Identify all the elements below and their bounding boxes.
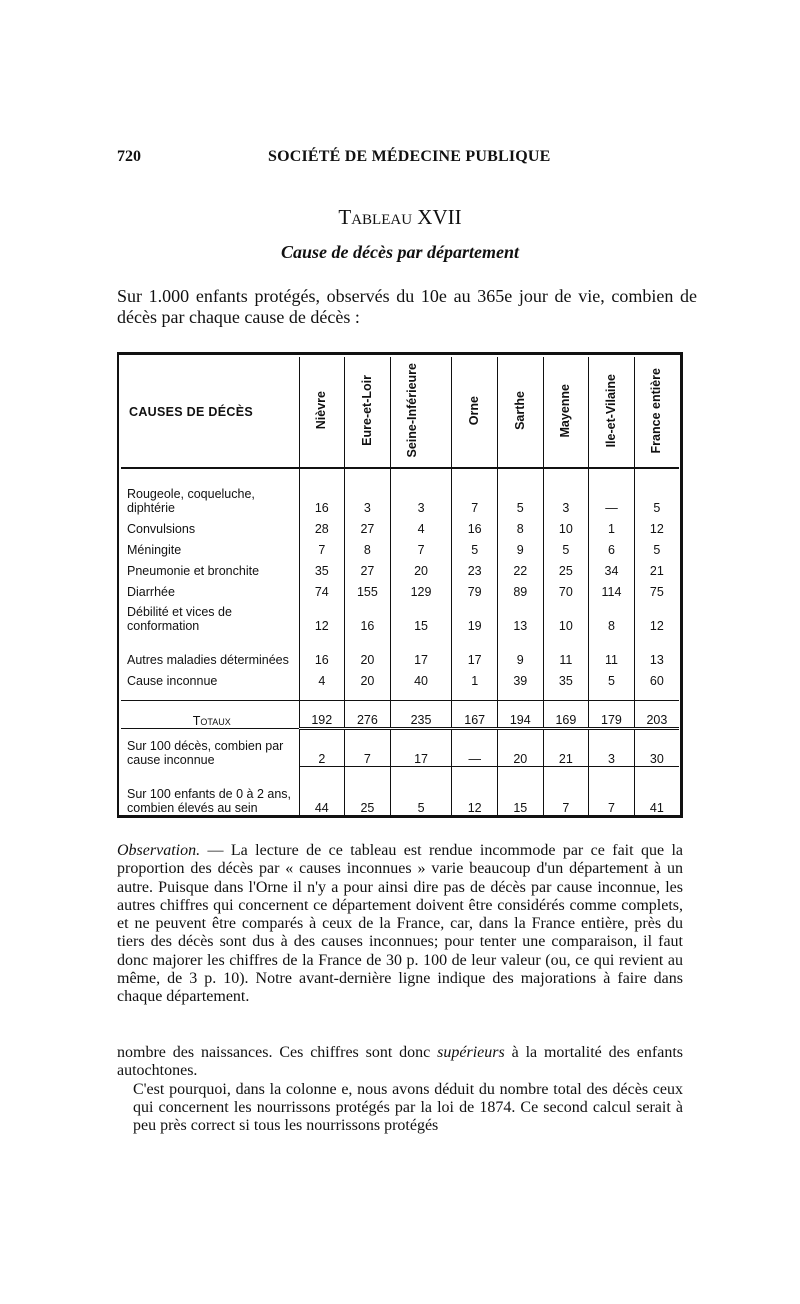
column-header: Orne	[467, 395, 482, 426]
cell: 28	[299, 515, 345, 536]
table-row	[121, 515, 679, 536]
cell: 6	[589, 536, 635, 557]
cell: 5	[634, 536, 679, 557]
column-header: Seine-Inférieure	[405, 363, 420, 458]
cell: 1	[452, 667, 498, 688]
row-label: Sur 100 décès, combien par cause inconnue	[127, 738, 284, 767]
cell: 11	[543, 633, 589, 667]
table-row	[121, 481, 679, 515]
column-header: Mayenne	[558, 383, 573, 438]
cell: 5	[452, 536, 498, 557]
cell: 194	[497, 701, 543, 729]
column-header: France entière	[649, 367, 664, 454]
cell: 20	[497, 729, 543, 767]
cell: 44	[299, 767, 345, 816]
cell: 276	[345, 701, 391, 729]
table-header-row	[121, 357, 679, 468]
cell: 10	[543, 599, 589, 633]
cell: 75	[634, 578, 679, 599]
table-title-prefix: Tableau	[338, 205, 413, 229]
cell: 5	[634, 481, 679, 515]
column-header: Eure-et-Loir	[359, 375, 374, 446]
cell: 15	[390, 599, 452, 633]
row-label: Méningite	[127, 543, 182, 557]
cell: 5	[543, 536, 589, 557]
cell: 19	[452, 599, 498, 633]
cell: 155	[345, 578, 391, 599]
cell: 3	[589, 729, 635, 767]
cell: 4	[299, 667, 345, 688]
cell: 5	[390, 767, 452, 816]
cell: 4	[390, 515, 452, 536]
cell: 114	[589, 578, 635, 599]
cell: 25	[543, 557, 589, 578]
cell: 10	[543, 515, 589, 536]
cell: 8	[589, 599, 635, 633]
totals-row	[121, 701, 679, 729]
cell: 2	[299, 729, 345, 767]
cell: 40	[390, 667, 452, 688]
cell: 23	[452, 557, 498, 578]
cell: 7	[543, 767, 589, 816]
row-label: Débilité et vices de conformation	[127, 605, 232, 633]
cell: 16	[299, 633, 345, 667]
cell: 7	[390, 536, 452, 557]
cell: 13	[634, 633, 679, 667]
cell: 70	[543, 578, 589, 599]
cell: 3	[543, 481, 589, 515]
cell: 39	[497, 667, 543, 688]
totals-label: Totaux	[121, 701, 299, 729]
cell: 129	[390, 578, 452, 599]
cell: 20	[345, 633, 391, 667]
cell: 235	[390, 701, 452, 729]
table-row	[121, 557, 679, 578]
cell: 34	[589, 557, 635, 578]
cell: 21	[634, 557, 679, 578]
table-row	[121, 578, 679, 599]
cell: 16	[345, 599, 391, 633]
cell: 7	[589, 767, 635, 816]
cell: 167	[452, 701, 498, 729]
cell: 17	[390, 729, 452, 767]
cell: 7	[299, 536, 345, 557]
causes-header: CAUSES DE DÉCÈS	[121, 357, 299, 468]
row-label: Autres maladies déterminées	[127, 653, 289, 667]
cell: 13	[497, 599, 543, 633]
cell: 169	[543, 701, 589, 729]
cell: 17	[452, 633, 498, 667]
table-title-number: XVII	[417, 205, 462, 229]
cell: 20	[390, 557, 452, 578]
unknown-cause-pct-row	[121, 729, 679, 767]
cell: 3	[390, 481, 452, 515]
cell: 16	[299, 481, 345, 515]
page-number: 720	[117, 148, 141, 165]
cell: 7	[452, 481, 498, 515]
cell: 89	[497, 578, 543, 599]
closing-line1-after: à la mortalité des enfants autochtones.	[117, 1044, 684, 1080]
column-header: Nièvre	[314, 391, 329, 430]
table-row	[121, 599, 679, 633]
closing-text	[117, 1044, 683, 1135]
cell: 79	[452, 578, 498, 599]
cell: 41	[634, 767, 679, 816]
cell: 8	[345, 536, 391, 557]
running-title: SOCIÉTÉ DE MÉDECINE PUBLIQUE	[268, 148, 551, 165]
row-label: Diarrhée	[127, 585, 175, 599]
cell: 11	[589, 633, 635, 667]
table-subtitle: Cause de décès par département	[281, 242, 519, 262]
cell: 12	[299, 599, 345, 633]
row-label: Sur 100 enfants de 0 à 2 ans, combien élevés au sein	[127, 787, 292, 815]
cell: 74	[299, 578, 345, 599]
causes-table	[121, 357, 679, 815]
cell: 30	[634, 729, 679, 767]
cell: 1	[589, 515, 635, 536]
cell: 21	[543, 729, 589, 767]
cell: 3	[345, 481, 391, 515]
cell: 9	[497, 536, 543, 557]
column-header: Ile-et-Vilaine	[603, 373, 618, 448]
closing-line1-italic: supérieurs	[437, 1044, 505, 1061]
cell: 12	[634, 599, 679, 633]
row-label: Rougeole, coqueluche, diphtérie	[127, 487, 255, 515]
table-title	[0, 205, 800, 230]
cell: 7	[345, 729, 391, 767]
intro-paragraph: Sur 1.000 enfants protégés, observés du 10e au 365e jour de vie, combien de décès par chaque cause de décès :	[117, 286, 697, 327]
cell: 8	[497, 515, 543, 536]
cell: 60	[634, 667, 679, 688]
cell: 15	[497, 767, 543, 816]
cell: 20	[345, 667, 391, 688]
cell: 35	[299, 557, 345, 578]
cell: —	[452, 729, 498, 767]
cell: —	[589, 481, 635, 515]
table-row	[121, 667, 679, 688]
table-row	[121, 633, 679, 667]
breastfed-row	[121, 767, 679, 816]
table-row	[121, 536, 679, 557]
cell: 27	[345, 557, 391, 578]
cell: 25	[345, 767, 391, 816]
column-header: Sarthe	[512, 391, 527, 430]
cell: 203	[634, 701, 679, 729]
cell: 12	[634, 515, 679, 536]
observation-lead: Observation.	[117, 842, 201, 859]
cell: 12	[452, 767, 498, 816]
cell: 179	[589, 701, 635, 729]
row-label: Convulsions	[127, 522, 196, 536]
closing-line1-before: nombre des naissances. Ces chiffres sont donc	[117, 1044, 438, 1061]
cell: 35	[543, 667, 589, 688]
cell: 22	[497, 557, 543, 578]
closing-paragraph-2: C'est pourquoi, dans la colonne e, nous avons déduit du nombre total des décès ceux qui concernent les nourrissons protégés par la loi de 1874. Ce second calcul serait à peu près correct si tous les nourrissons protégés	[133, 1080, 683, 1135]
cell: 16	[452, 515, 498, 536]
cell: 17	[390, 633, 452, 667]
cell: 9	[497, 633, 543, 667]
row-label: Pneumonie et bronchite	[127, 564, 260, 578]
observation-text: — La lecture de ce tableau est rendue incommode par ce fait que la proportion des décès par « causes inconnues » varie beaucoup d'un département à un autre. Puisque dans l'Orne il n'y a pour ainsi dire pas de décès par cause inconnue, les autres chiffres qui concernent ce département doivent être considérés comme complets, et ne peuvent être comparés à ceux de la France, car, dans la France entière, près du tiers des décès sont dus à des causes inconnues; pour tenter une comparaison, il faut donc majorer les chiffres de la France de 30 p. 100 de leur valeur (ou, ce qui revient au même, de 3 p. 10). Notre avant-dernière ligne indique des majorations à faire dans chaque département.	[117, 842, 683, 1006]
closing-paragraph-1	[117, 1044, 683, 1081]
cell: 27	[345, 515, 391, 536]
row-label: Cause inconnue	[127, 674, 218, 688]
cell: 192	[299, 701, 345, 729]
observation-paragraph	[117, 842, 683, 1007]
cell: 5	[497, 481, 543, 515]
cell: 5	[589, 667, 635, 688]
